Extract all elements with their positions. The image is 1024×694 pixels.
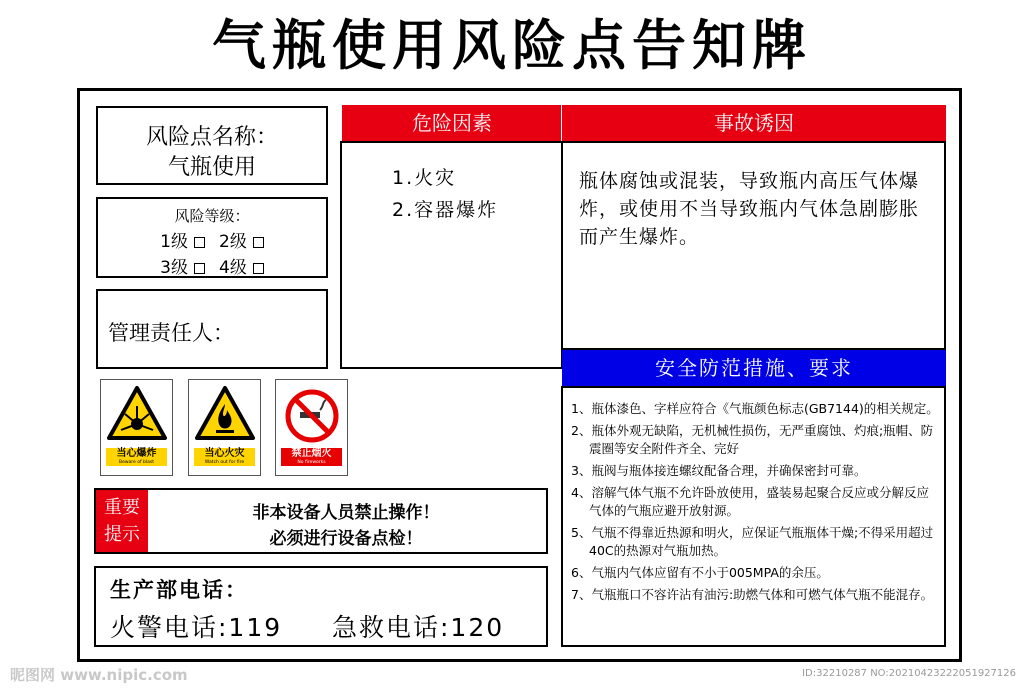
risk-level-2-checkbox[interactable] bbox=[253, 237, 264, 248]
fire-warning-icon bbox=[189, 380, 262, 448]
list-item: 2、瓶体外观无缺陷，无机械性损伤，无严重腐蚀、灼痕;瓶帽、防震圈等安全附件齐全、完好 bbox=[571, 423, 934, 456]
notice-line-1: 非本设备人员禁止操作！ bbox=[252, 503, 440, 523]
accident-cause-box bbox=[561, 141, 946, 350]
risk-level-box bbox=[96, 197, 328, 278]
danger-item: 2.容器爆炸 bbox=[392, 199, 499, 221]
first-aid-phone: 急救电话:120 bbox=[332, 613, 505, 642]
risk-level-row-1 bbox=[98, 227, 326, 252]
risk-level-row-2 bbox=[98, 253, 326, 278]
watermark: 昵图网 www.nipic.com bbox=[10, 666, 188, 684]
danger-item: 1.火灾 bbox=[392, 167, 457, 189]
risk-level-4-checkbox[interactable] bbox=[253, 263, 264, 274]
risk-level-option-3: 3级 bbox=[160, 258, 188, 278]
no-fire-sign bbox=[275, 379, 348, 476]
list-item: 7、气瓶瓶口不容许沾有油污:助燃气体和可燃气体气瓶不能混存。 bbox=[571, 587, 934, 602]
important-notice-box bbox=[94, 488, 548, 554]
image-id-text: ID:32210287 NO:20210423222051927126 bbox=[802, 668, 1016, 679]
list-item: 6、气瓶内气体应留有不小于005MPA的余压。 bbox=[571, 565, 829, 580]
no-fire-icon bbox=[276, 380, 349, 448]
page-title: 气瓶使用风险点告知牌 bbox=[212, 14, 812, 77]
fire-warning-caption: 当心火灾 Watch out for fire bbox=[194, 448, 255, 466]
safety-measures-header: 安全防范措施、要求 bbox=[562, 350, 946, 386]
list-item: 5、气瓶不得靠近热源和明火，应保证气瓶瓶体干燥;不得采用超过40C的热源对气瓶加热。 bbox=[571, 525, 934, 558]
explosion-warning-caption: 当心爆炸 Beware of blast bbox=[106, 448, 167, 466]
risk-level-option-2: 2级 bbox=[219, 232, 247, 252]
accident-cause-header: 事故诱因 bbox=[562, 105, 946, 141]
risk-point-name-label: 风险点名称： bbox=[145, 125, 278, 150]
phone-box bbox=[94, 566, 548, 647]
explosion-warning-sign bbox=[100, 379, 173, 476]
list-item: 4、溶解气体气瓶不允许卧放使用，盛装易起聚合反应或分解反应气体的气瓶应避开放射源。 bbox=[571, 485, 929, 518]
important-notice-tag: 重要 提示 bbox=[96, 490, 148, 552]
danger-factors-box bbox=[340, 141, 563, 369]
production-phone-label: 生产部电话： bbox=[110, 578, 248, 602]
list-item: 1、瓶体漆色、字样应符合《气瓶颜色标志(GB7144)的相关规定。 bbox=[571, 401, 939, 416]
risk-point-name-box bbox=[96, 106, 328, 185]
fire-phone: 火警电话:119 bbox=[110, 613, 283, 642]
risk-level-option-4: 4级 bbox=[219, 258, 247, 278]
risk-level-1-checkbox[interactable] bbox=[194, 237, 205, 248]
accident-cause-text: 瓶体腐蚀或混装，导致瓶内高压气体爆炸，或使用不当导致瓶内气体急剧膨胀而产生爆炸。 bbox=[579, 170, 920, 248]
manager-box bbox=[96, 289, 328, 369]
manager-label: 管理责任人： bbox=[108, 321, 234, 345]
safety-measures-list bbox=[571, 400, 941, 608]
explosion-warning-icon bbox=[101, 380, 174, 448]
risk-point-name-value: 气瓶使用 bbox=[167, 155, 256, 180]
fire-warning-sign bbox=[188, 379, 261, 476]
header-divider bbox=[561, 105, 562, 141]
list-item: 3、瓶阀与瓶体接连螺纹配备合理，并确保密封可靠。 bbox=[571, 463, 867, 478]
danger-factors-header: 危险因素 bbox=[342, 105, 562, 141]
risk-level-label: 风险等级： bbox=[174, 207, 250, 225]
no-fire-caption: 禁止烟火 No fireworks bbox=[281, 448, 342, 466]
risk-level-3-checkbox[interactable] bbox=[194, 263, 205, 274]
safety-measures-box bbox=[561, 386, 946, 647]
risk-level-option-1: 1级 bbox=[160, 232, 188, 252]
notice-line-2: 必须进行设备点检！ bbox=[269, 529, 423, 549]
